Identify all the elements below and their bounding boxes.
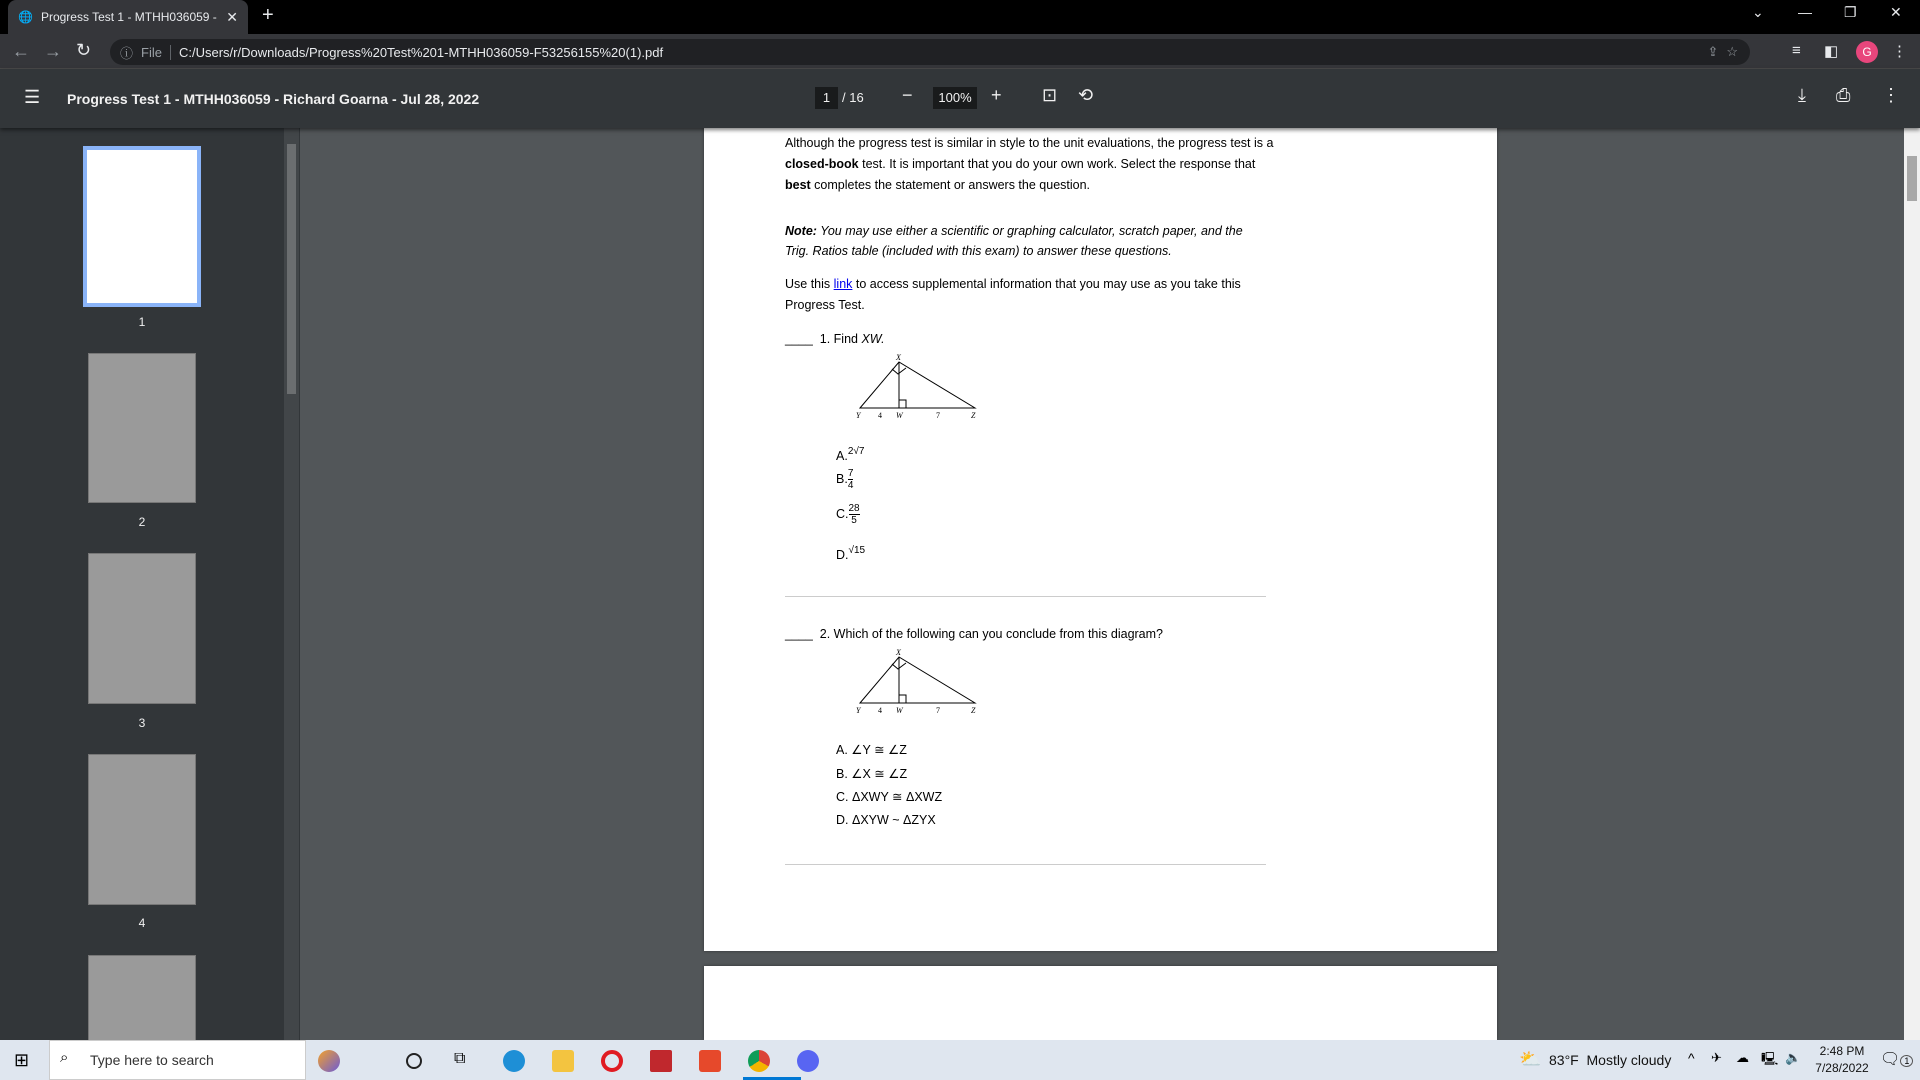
thumbnail-page-3[interactable] [88, 553, 196, 704]
q2-option-d[interactable]: D. ΔXYW ~ ΔZYX [836, 813, 936, 827]
link-text: Progress Test. [785, 298, 865, 312]
label-x: X [896, 353, 901, 362]
label-wz: 7 [936, 706, 940, 715]
q1-option-a[interactable] [836, 446, 864, 463]
url-input[interactable] [110, 39, 1750, 65]
label-z: Z [971, 706, 976, 715]
thumbnail-label: 4 [138, 916, 146, 930]
intro-text [785, 178, 1090, 192]
bold-text: best [785, 178, 811, 192]
edge-icon[interactable] [503, 1050, 525, 1072]
triangle-diagram-1 [850, 352, 985, 422]
q2-option-a[interactable]: A. ∠Y ≅ ∠Z [836, 743, 907, 757]
opera-icon[interactable] [601, 1050, 623, 1072]
notification-count: 1 [1900, 1055, 1913, 1067]
question-1 [785, 332, 885, 346]
intro-text [785, 157, 1255, 171]
triangle-diagram-2 [850, 647, 985, 717]
url-text: C:/Users/r/Downloads/Progress%20Test%201-MTHH036059-F53256155%20(1).pdf [178, 44, 664, 60]
thumbnail-label: 2 [138, 515, 146, 529]
temperature: 83°F [1549, 1052, 1579, 1068]
label-wz: 7 [936, 411, 940, 420]
globe-icon: 🌐 [18, 10, 33, 24]
thumbnail-page-1[interactable] [83, 146, 201, 307]
numerator: 7 [847, 468, 854, 479]
date: 7/28/2022 [1815, 1061, 1869, 1075]
sidebar-scrollbar[interactable] [284, 128, 299, 1040]
label-x: X [896, 648, 901, 657]
close-tab-icon[interactable]: ✕ [226, 8, 238, 25]
search-icon: ⌕ [60, 1049, 69, 1066]
denominator: 4 [847, 480, 854, 491]
restore-button[interactable]: ❐ [1844, 4, 1857, 20]
zoom-out-icon[interactable]: − [902, 85, 913, 105]
label-yw: 4 [878, 706, 882, 715]
weather-widget[interactable] [1549, 1052, 1671, 1068]
answer-blank: ____ [785, 332, 813, 346]
download-icon[interactable]: ⤓ [1798, 85, 1806, 105]
thumbnail-page-2[interactable] [88, 353, 196, 503]
windows-start-icon[interactable]: ⊞ [14, 1050, 30, 1070]
forward-icon[interactable]: → [44, 41, 62, 61]
clock[interactable] [1812, 1044, 1872, 1075]
thumbnail-label: 3 [138, 716, 146, 730]
new-tab-button[interactable]: + [262, 4, 274, 26]
star-icon[interactable]: ☆ [1726, 44, 1738, 59]
question-text: 2. Which of the following can you conclude from this diagram? [819, 627, 1163, 641]
label-y: Y [856, 706, 861, 715]
thumbnail-label: 1 [138, 315, 146, 329]
menu-icon[interactable]: ⋮ [1892, 43, 1907, 60]
time: 2:48 PM [1819, 1044, 1865, 1058]
note-text [785, 224, 1243, 238]
main-scrollbar[interactable] [1904, 128, 1920, 1040]
document-title: Progress Test 1 - MTHH036059 - Richard Goarna - Jul 28, 2022 [67, 91, 480, 107]
print-icon[interactable]: ⎙ [1836, 85, 1851, 105]
hamburger-menu-icon[interactable]: ☰ [24, 87, 41, 107]
page-number-input[interactable]: 1 [815, 87, 838, 109]
task-view-icon[interactable]: ⧉ [454, 1050, 466, 1067]
chrome-icon[interactable] [748, 1050, 770, 1072]
tray-chevron-icon[interactable]: ^ [1688, 1050, 1695, 1066]
discord-icon[interactable] [797, 1050, 819, 1072]
rotate-icon[interactable]: ⟲ [1078, 85, 1094, 105]
url-prefix: File [141, 45, 171, 60]
text: to access supplemental information that you may use as you take this [852, 277, 1241, 291]
q1-option-d[interactable] [836, 545, 865, 562]
label-y: Y [856, 411, 861, 420]
search-placeholder: Type here to search [90, 1052, 214, 1068]
share-icon[interactable]: ⇪ [1707, 44, 1719, 59]
bold-text: Note: [785, 224, 817, 238]
thumbnail-page-5[interactable] [88, 955, 196, 1040]
question-divider [785, 864, 1266, 865]
variable: XW. [861, 332, 885, 346]
text: Use this [785, 277, 834, 291]
option-value: 2√7 [847, 446, 865, 457]
taskbar-search-input[interactable] [49, 1040, 306, 1080]
page-total: / 16 [842, 90, 864, 105]
office-icon[interactable] [699, 1050, 721, 1072]
option-letter: B. [836, 471, 848, 486]
pdf-page-2 [704, 966, 1497, 1040]
bold-text: closed-book [785, 157, 859, 171]
answer-blank: ____ [785, 627, 813, 641]
option-letter: A. [836, 449, 848, 463]
link-text [785, 277, 1241, 291]
back-icon[interactable]: ← [12, 41, 30, 61]
q2-option-c[interactable]: C. ΔXWY ≅ ΔXWZ [836, 790, 943, 804]
numerator: 28 [848, 503, 860, 514]
intro-text: Although the progress test is similar in style to the unit evaluations, the progress test is a [785, 136, 1274, 150]
app-icon[interactable] [650, 1050, 672, 1072]
tab-search-icon[interactable]: ⌄ [1752, 4, 1764, 20]
q1-option-b[interactable] [836, 468, 853, 491]
weather-desc: Mostly cloudy [1586, 1052, 1672, 1068]
network-icon[interactable]: 🖳 [1761, 1051, 1779, 1066]
notification-icon[interactable]: 🗨 1 [1880, 1049, 1913, 1069]
sidebar-scroll-thumb[interactable] [287, 144, 296, 394]
search-highlight-icon[interactable] [318, 1050, 340, 1072]
more-actions-icon[interactable]: ⋮ [1882, 85, 1900, 105]
onedrive-error-icon[interactable]: ☁ [1736, 1050, 1749, 1065]
label-w: W [896, 411, 903, 420]
note-text: Trig. Ratios table (included with this exam) to answer these questions. [785, 244, 1172, 258]
minimize-button[interactable]: — [1798, 4, 1812, 20]
main-scroll-thumb[interactable] [1907, 156, 1917, 201]
close-window-button[interactable]: ✕ [1890, 4, 1902, 20]
label-z: Z [971, 411, 976, 420]
tray-app-icon[interactable]: ✈ [1711, 1050, 1722, 1065]
fit-page-icon[interactable]: ⊡ [1042, 85, 1058, 105]
supplemental-link[interactable]: link [833, 277, 853, 291]
pdf-toolbar [0, 69, 1920, 128]
question-2 [785, 627, 1163, 641]
zoom-input[interactable]: 100% [933, 87, 977, 109]
tab-title: Progress Test 1 - MTHH036059 - [40, 10, 217, 24]
question-divider [785, 596, 1266, 597]
label-w: W [896, 706, 903, 715]
profile-avatar[interactable]: G [1856, 41, 1878, 63]
option-letter: C. [836, 506, 849, 521]
q1-option-c[interactable] [836, 503, 860, 526]
text: test. It is important that you do your own work. Select the response that [858, 157, 1256, 171]
file-explorer-icon[interactable] [552, 1050, 574, 1072]
option-value: √15 [848, 545, 866, 556]
text: You may use either a scientific or graphing calculator, scratch paper, and the [816, 224, 1243, 238]
reload-icon[interactable]: ↻ [76, 40, 92, 60]
q2-option-b[interactable]: B. ∠X ≅ ∠Z [836, 767, 908, 781]
thumbnail-sidebar [0, 128, 300, 1040]
thumbnail-page-4[interactable] [88, 754, 196, 905]
denominator: 5 [851, 515, 857, 526]
question-text: 1. Find [819, 332, 862, 346]
tab-strip [0, 0, 1920, 34]
volume-icon[interactable]: 🔈 [1785, 1050, 1802, 1065]
side-panel-icon[interactable]: ◧ [1824, 43, 1839, 60]
option-letter: D. [836, 548, 849, 562]
reading-list-icon[interactable]: ≡ [1792, 42, 1801, 59]
zoom-in-icon[interactable]: + [991, 85, 1002, 105]
info-icon: ⓘ [120, 45, 134, 61]
weather-icon[interactable]: ⛅ [1519, 1049, 1542, 1069]
label-yw: 4 [878, 411, 882, 420]
text: completes the statement or answers the question. [810, 178, 1091, 192]
cortana-icon[interactable] [406, 1053, 422, 1069]
browser-tab[interactable] [8, 0, 248, 34]
